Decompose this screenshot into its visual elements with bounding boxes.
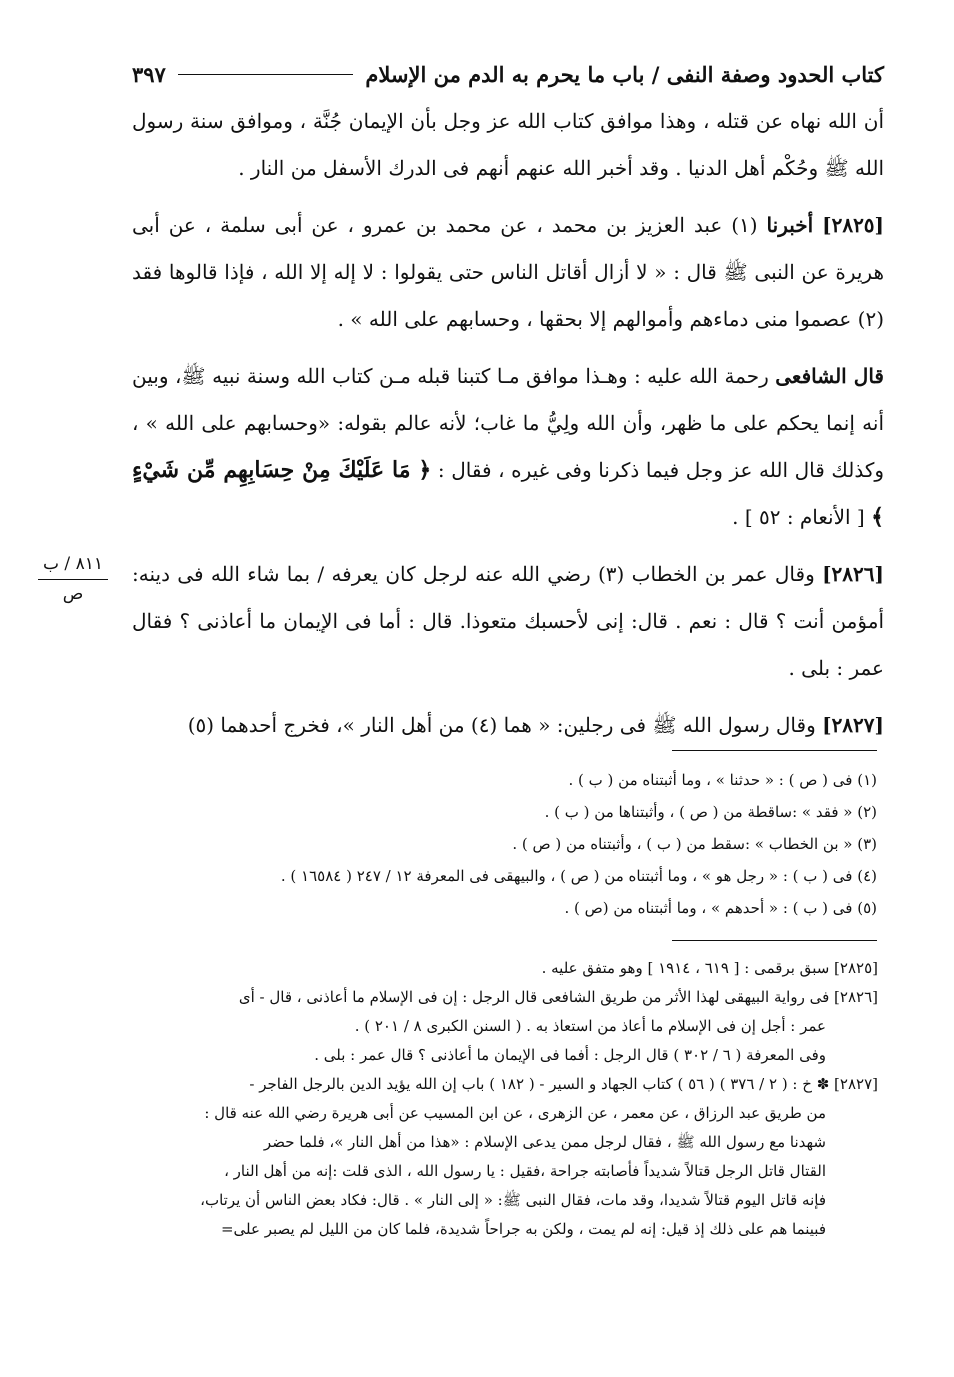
reference-line: القتال قاتل الرجل قتالاً شديداً فأصابته جراحة ،فقيل : يا رسول الله ، الذى قلت :إنه من أهل النار ، <box>224 1162 826 1180</box>
references-rule <box>672 940 877 941</box>
running-header <box>132 52 884 96</box>
manuscript-siglum: ص <box>62 584 84 604</box>
footnote: (٢) « فقد » :ساقطة من ( ص ) ، وأثبتناها من ( ب ) . <box>544 803 877 821</box>
reference-line: [٢٨٢٥] سبق برقمى : [ ٦١٩ ، ١٩١٤ ] وهو متفق عليه . <box>541 959 878 977</box>
reference-line: فإنه قاتل اليوم قتالاً شديدا، وقد مات، فقال النبى ﷺ: « إلى النار » . قال: فكاد بعض الناس أن يرتاب، <box>200 1191 826 1209</box>
hadith-text: وقال عمر بن الخطاب (٣) رضي الله عنه لرجل كان يعرفه / بما شاء الله فى دينه: أمؤمن أنت ؟ قال : نعم . قال: إنى لأحسبك متعوذا. قال : أما فى الإيمان ما أعاذنى ؟ فقال عمر : بلى . <box>132 562 884 680</box>
reference-line: شهدنا مع رسول الله ﷺ ، فقال لرجل ممن يدعى الإسلام : «هذا من أهل النار »، فلما حضر <box>263 1133 826 1151</box>
reference-line: فبينما هم على ذلك إذ قيل: إنه لم يمت ، ولكن به جراحاً شديدة، فلما كان من الليل لم يصبر على= <box>220 1220 826 1238</box>
hadith-2827 <box>132 702 884 749</box>
reference-line: من طريق عبد الرزاق ، عن معمر ، عن الزهرى ، عن ابن المسيب عن أبى هريرة رضي الله عنه قال : <box>204 1104 826 1122</box>
hadith-2826 <box>132 551 884 692</box>
hadith-number: [٢٨٢٧] <box>822 713 884 737</box>
hadith-2825 <box>132 202 884 343</box>
hadith-text: (١) عبد العزيز بن محمد ، عن محمد بن عمرو ، عن أبى سلمة ، عن أبى هريرة عن النبى ﷺ قال : « لا أزال أقاتل الناس حتى يقولوا : لا إله إلا الله ، فإذا قالوها فقد (٢) عصموا منى دماءهم وأموالهم إلا بحقها ، وحسابهم على الله » . <box>132 213 884 331</box>
verse-reference: [ الأنعام : ٥٢ ] . <box>732 505 865 529</box>
main-text <box>132 98 884 759</box>
commentary-text: رحمة الله عليه : وهـذا موافق مـا كتبنا قبله مـن كتاب الله وسنة نبيه ﷺ، وبين أنه إنما يحكم على ما ظهر، وأن الله ولِيُّ ما غاب؛ لأنه عالم بقوله: «وحسابهم على الله » ، وكذلك قال الله عز وجل فيما ذكرنا وفى غيره ، فقال : <box>132 364 885 482</box>
header-rule <box>178 74 354 75</box>
hadith-number: [٢٨٢٥] <box>822 213 885 237</box>
shafii-commentary <box>132 353 884 541</box>
folio-number: ٨١١ / ب <box>43 554 103 574</box>
folio-divider <box>38 579 108 580</box>
reference-line: عمر : أجل إن فى الإسلام ما أعاذ من استعاذ به . ( السنن الكبرى ٨ / ٢٠١ ) . <box>354 1017 826 1035</box>
footnote: (٤) فى ( ب ) : « رجل هو » ، وما أثبتناه من ( ص ) ، والبيهقى فى المعرفة ١٢ / ٢٤٧ ( ١٦٥٨٤ ) . <box>280 867 877 885</box>
hadith-number: [٢٨٢٦] <box>822 562 884 586</box>
paragraph-intro: أن الله نهاه عن قتله ، وهذا موافق كتاب الله عز وجل بأن الإيمان جُنَّة ، وموافق سنة رسول الله ﷺ وحُكْم أهل الدنيا . وقد أخبر الله عنهم أنهم فى الدرك الأسفل من النار . <box>132 109 884 180</box>
reference-line: وفى المعرفة ( ٦ / ٣٠٢ ) قال الرجل : أفما فى الإيمان ما أعاذنى ؟ قال عمر : بلى . <box>314 1046 826 1064</box>
footnote: (٥) فى ( ب ) : « أحدهم » ، وما أثبتناه من (ص ) . <box>564 899 877 917</box>
footnote: (١) فى ( ص ) : « حدثنا » ، وما أثبتناه من ( ب ) . <box>568 771 877 789</box>
page-number: ٣٩٧ <box>132 61 166 87</box>
footnotes <box>150 764 877 924</box>
takhrij-references <box>132 954 878 1244</box>
manuscript-folio-note <box>28 553 118 605</box>
reference-line: [٢٨٢٧] ✽ خ : ( ٢ / ٣٧٦ ) ( ٥٦ ) كتاب الجهاد و السير - ( ١٨٢ ) باب إن الله يؤيد الدين بالرجل الفاجر - <box>249 1075 878 1093</box>
footnote: (٣) « بن الخطاب » :سقط من ( ب ) ، وأثبتناه من ( ص ) . <box>512 835 877 853</box>
commentary-keyword: قال الشافعى <box>775 364 884 388</box>
header-title: كتاب الحدود وصفة النفى / باب ما يحرم به الدم من الإسلام <box>365 61 884 87</box>
quran-verse: ﴿ مَا عَلَيْكَ مِنْ حِسَابِهِم مِّن شَيْءٍ ﴾ <box>132 457 884 530</box>
reference-line: [٢٨٢٦] فى رواية البيهقى لهذا الأثر من طريق الشافعى قال الرجل : إن فى الإسلام ما أعاذنى ، قال - أى <box>238 988 878 1006</box>
hadith-keyword: أخبرنا <box>766 213 814 237</box>
hadith-text: وقال رسول الله ﷺ فى رجلين: « هما (٤) من أهل النار »، فخرج أحدهما (٥) <box>187 713 816 737</box>
footnotes-rule <box>672 750 877 751</box>
